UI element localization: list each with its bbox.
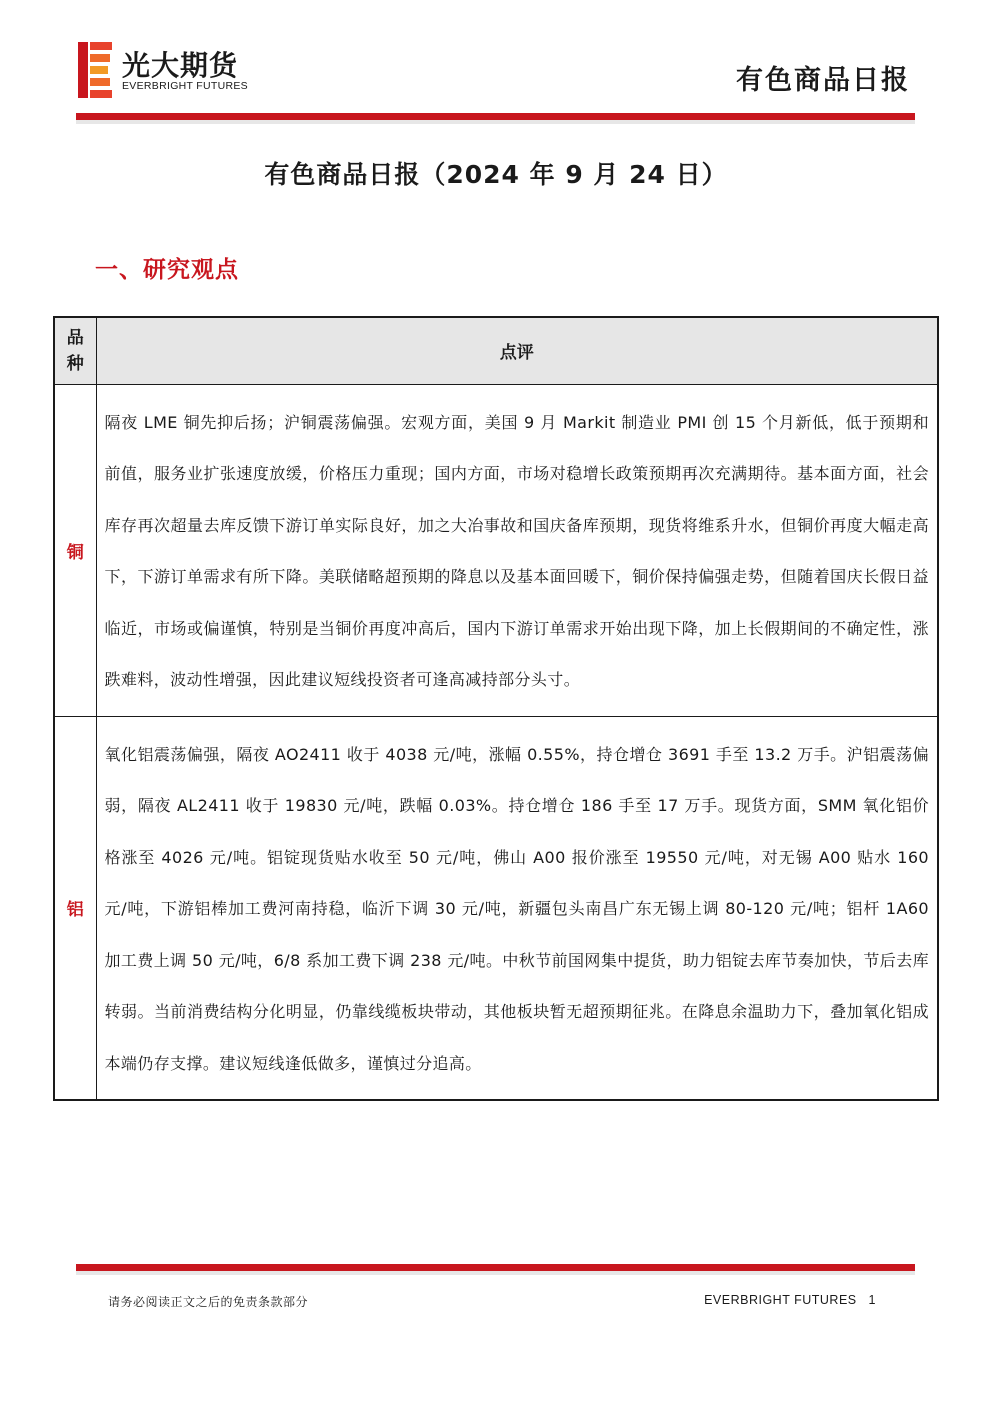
comment-cell: 隔夜 LME 铜先抑后扬；沪铜震荡偏强。宏观方面，美国 9 月 Markit 制造业 PMI 创 15 个月新低，低于预期和前值，服务业扩张速度放缓，价格压力重现；国内方面，市场对稳增长政策预期再次充满期待。基本面方面，社会库存再次超量去库反馈下游订单实际良好，加之大冶事故和国庆备库预期，现货将维系升水，但铜价再度大幅走高下，下游订单需求有所下降。美联储略超预期的降息以及基本面回暖下，铜价保持偏强走势，但随着国庆长假日益临近，市场或偏谨慎，特别是当铜价再度冲高后，国内下游订单需求开始出现下降，加上长假期间的不确定性，涨跌难料，波动性增强，因此建议短线投资者可逢高减持部分头寸。	[96, 384, 938, 716]
footer-disclaimer: 请务必阅读正文之后的免责条款部分	[108, 1295, 309, 1309]
variety-cell: 铝	[54, 716, 96, 1100]
variety-cell: 铜	[54, 384, 96, 716]
footer-brand-page	[704, 1293, 876, 1307]
footer-divider	[76, 1264, 915, 1275]
page-number: 1	[868, 1293, 876, 1307]
table-row-aluminum	[54, 716, 938, 1100]
section-heading: 一、研究观点	[95, 257, 239, 283]
comment-cell: 氧化铝震荡偏强，隔夜 AO2411 收于 4038 元/吨，涨幅 0.55%，持仓增仓 3691 手至 13.2 万手。沪铝震荡偏弱，隔夜 AL2411 收于 19830 元/吨，跌幅 0.03%。持仓增仓 186 手至 17 万手。现货方面，SMM 氧化铝价格涨至 4026 元/吨。铝锭现货贴水收至 50 元/吨，佛山 A00 报价涨至 19550 元/吨，对无锡 A00 贴水 160 元/吨，下游铝棒加工费河南持稳，临沂下调 30 元/吨，新疆包头南昌广东无锡上调 80-120 元/吨；铝杆 1A60 加工费上调 50 元/吨，6/8 系加工费下调 238 元/吨。中秋节前国网集中提货，助力铝锭去库节奏加快，节后去库转弱。当前消费结构分化明显，仍靠线缆板块带动，其他板块暂无超预期征兆。在降息余温助力下，叠加氧化铝成本端仍存支撑。建议短线逢低做多，谨慎过分追高。	[96, 716, 938, 1100]
everbright-logo-icon	[78, 42, 114, 98]
company-logo	[78, 42, 288, 98]
table-header-row	[54, 317, 938, 384]
variety-header-label: 品种	[66, 327, 84, 374]
header-divider	[76, 113, 915, 124]
report-type-title: 有色商品日报	[736, 65, 910, 96]
logo-english-name: EVERBRIGHT FUTURES	[122, 80, 248, 92]
logo-chinese-name: 光大期货	[122, 49, 239, 82]
table-row-copper	[54, 384, 938, 716]
document-title: 有色商品日报（2024 年 9 月 24 日）	[264, 160, 728, 189]
variety-column-header	[54, 317, 96, 384]
footer-brand: EVERBRIGHT FUTURES	[704, 1293, 857, 1307]
comment-column-header: 点评	[96, 317, 938, 384]
commentary-table	[53, 316, 939, 1101]
